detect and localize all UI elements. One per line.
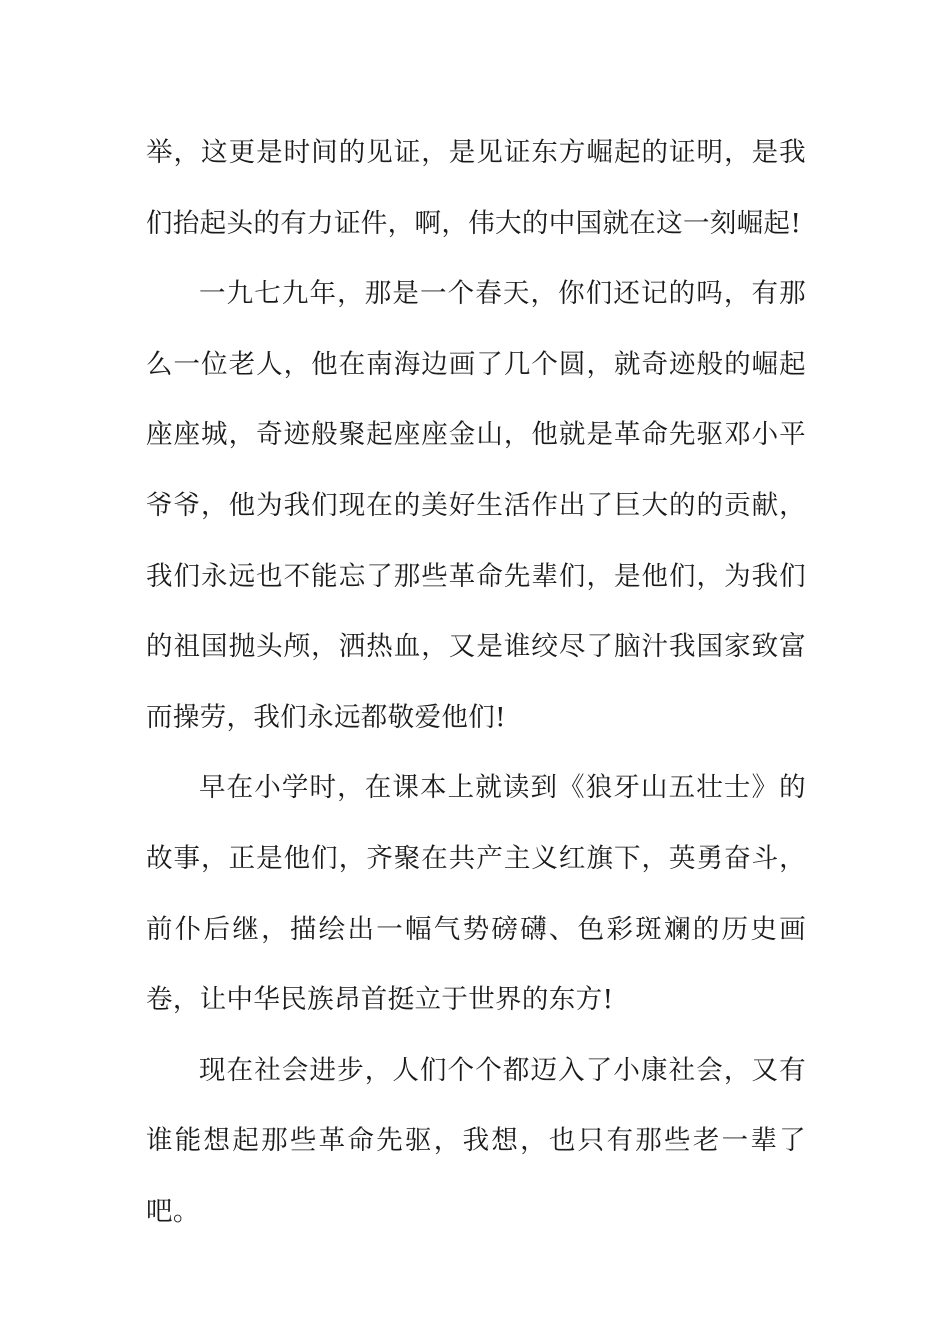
paragraph-continuation: 举，这更是时间的见证，是见证东方崛起的证明，是我们抬起头的有力证件，啊，伟大的中国就在这一刻崛起! bbox=[146, 137, 806, 239]
paragraph-deng-xiaoping: 一九七九年，那是一个春天，你们还记的吗，有那么一位老人，他在南海边画了几个圆，就奇迹般的崛起座座城，奇迹般聚起座座金山，他就是革命先驱邓小平爷爷，他为我们现在的美好生活作出了巨大的的贡献，我们永远也不能忘了那些革命先辈们，是他们，为我们的祖国抛头颅，洒热血，又是谁绞尽了脑汁我国家致富而操劳，我们永远都敬爱他们! bbox=[146, 278, 806, 733]
paragraph-society-progress: 现在社会进步，人们个个都迈入了小康社会，又有谁能想起那些革命先驱，我想，也只有那些老一辈了吧。 bbox=[146, 1054, 806, 1227]
paragraph-langya-mountain: 早在小学时，在课本上就读到《狼牙山五壮士》的故事，正是他们，齐聚在共产主义红旗下，英勇奋斗，前仆后继，描绘出一幅气势磅礴、色彩斑斓的历史画卷，让中华民族昂首挺立于世界的东方! bbox=[146, 772, 806, 1016]
document-body bbox=[146, 118, 806, 1248]
